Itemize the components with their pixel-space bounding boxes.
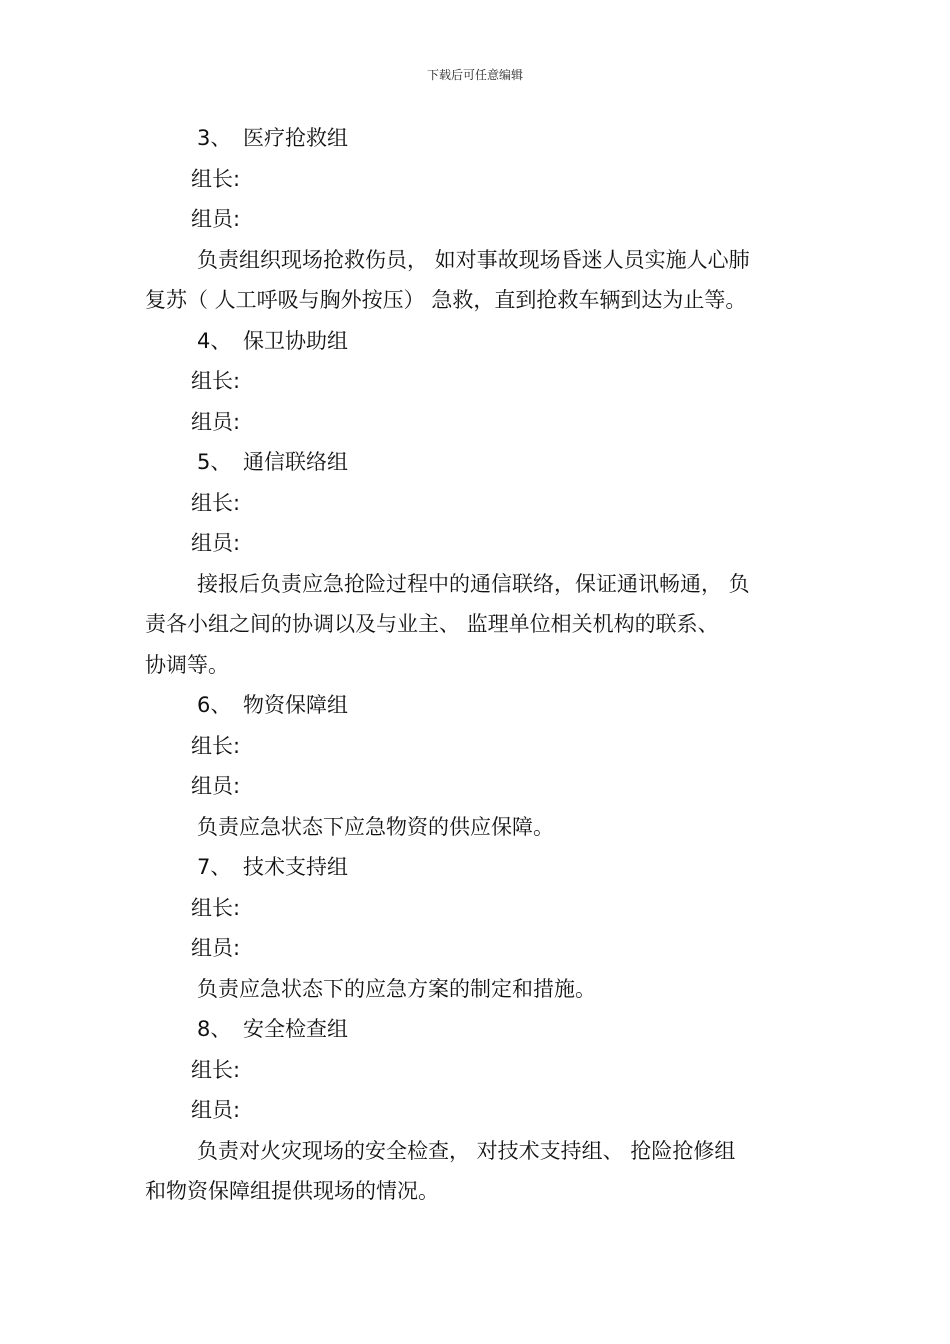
section-description-line: 接报后负责应急抢险过程中的通信联络，保证通讯畅通， 负 — [197, 571, 750, 596]
section-description-line: 和物资保障组提供现场的情况。 — [145, 1179, 439, 1203]
member-label: 组员: — [191, 531, 241, 555]
section-number: 8、 — [197, 1017, 232, 1041]
section-heading — [145, 118, 810, 159]
section-heading — [145, 321, 810, 362]
leader-label: 组长: — [191, 1057, 241, 1082]
page-header: 下载后可任意编辑 — [426, 68, 523, 82]
member-label: 组员: — [191, 1098, 241, 1122]
section-heading — [145, 442, 810, 483]
section-heading — [145, 685, 810, 726]
section-title: 安全检查组 — [243, 1017, 348, 1041]
member-label: 组员: — [191, 936, 241, 960]
section-heading — [145, 1009, 810, 1050]
leader-label: 组长: — [191, 490, 241, 515]
section-heading — [145, 847, 810, 888]
leader-label: 组长: — [191, 166, 241, 191]
section-title: 物资保障组 — [243, 693, 348, 717]
member-label: 组员: — [191, 207, 241, 231]
leader-label: 组长: — [191, 733, 241, 758]
section-number: 5、 — [197, 450, 232, 474]
section-description-line: 复苏（ 人工呼吸与胸外按压） 急救，直到抢救车辆到达为止等。 — [145, 288, 747, 312]
leader-label: 组长: — [191, 369, 241, 393]
section-number: 4、 — [197, 328, 232, 353]
section-number: 3、 — [197, 126, 232, 150]
member-label: 组员: — [191, 409, 241, 434]
section-description-line: 负责应急状态下应急物资的供应保障。 — [197, 814, 554, 839]
section-description-line: 负责对火灾现场的安全检查， 对技术支持组、 抢险抢修组 — [197, 1138, 736, 1163]
section-number: 7、 — [197, 855, 232, 879]
document-body — [145, 118, 810, 1212]
section-description-line: 协调等。 — [145, 652, 229, 677]
section-title: 通信联络组 — [243, 450, 348, 474]
section-title: 保卫协助组 — [243, 328, 348, 353]
section-description-line: 负责组织现场抢救伤员， 如对事故现场昏迷人员实施人心肺 — [197, 247, 750, 272]
section-number: 6、 — [197, 693, 232, 717]
member-label: 组员: — [191, 774, 241, 798]
section-title: 医疗抢救组 — [243, 126, 348, 150]
section-description-line: 负责应急状态下的应急方案的制定和措施。 — [197, 976, 596, 1001]
leader-label: 组长: — [191, 895, 241, 920]
section-title: 技术支持组 — [243, 855, 348, 879]
section-description-line: 责各小组之间的协调以及与业主、 监理单位相关机构的联系、 — [145, 612, 719, 636]
